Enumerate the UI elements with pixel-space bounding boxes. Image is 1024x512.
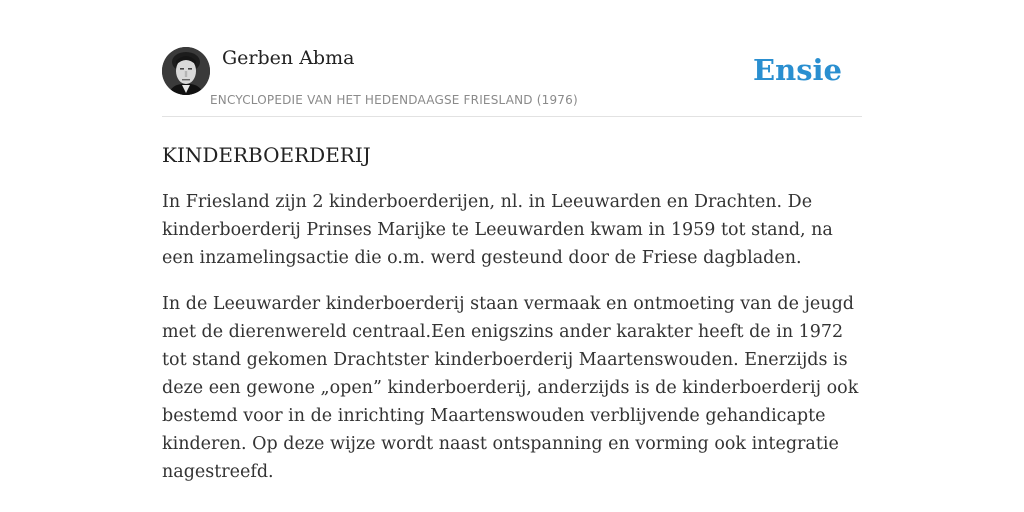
article-paragraph: In de Leeuwarder kinderboerderij staan vermaak en ontmoeting van de jeugd met de dierenwereld centraal.Een enigszins ander karakter heeft de in 1972 tot stand gekomen Drachtster kinderboerderij Maartenswouden. Enerzijds is deze een gewone „open” kinderboerderij, anderzijds is de kinderboerderij ook bestemd voor in de inrichting Maartenswouden verblijvende gehandicapte kinderen. Op deze wijze wordt naast ontspanning en vorming ook integratie nagestreefd.: [162, 294, 859, 482]
article-header: [162, 46, 862, 117]
source-publication[interactable]: ENCYCLOPEDIE VAN HET HEDENDAAGSE FRIESLAND (1976): [210, 93, 578, 107]
article-paragraph: In Friesland zijn 2 kinderboerderijen, nl. in Leeuwarden en Drachten. De kinderboerderij Prinses Marijke te Leeuwarden kwam in 1959 tot stand, na een inzamelingsactie die o.m. werd gesteund door de Friese dagbladen.: [162, 192, 833, 268]
article-body: [162, 140, 862, 504]
ensie-logo[interactable]: Ensie: [753, 53, 842, 87]
article-title: KINDERBOERDERIJ: [162, 143, 371, 167]
author-avatar[interactable]: [162, 47, 210, 95]
author-name[interactable]: Gerben Abma: [222, 47, 355, 69]
author-portrait-icon: [162, 47, 210, 95]
